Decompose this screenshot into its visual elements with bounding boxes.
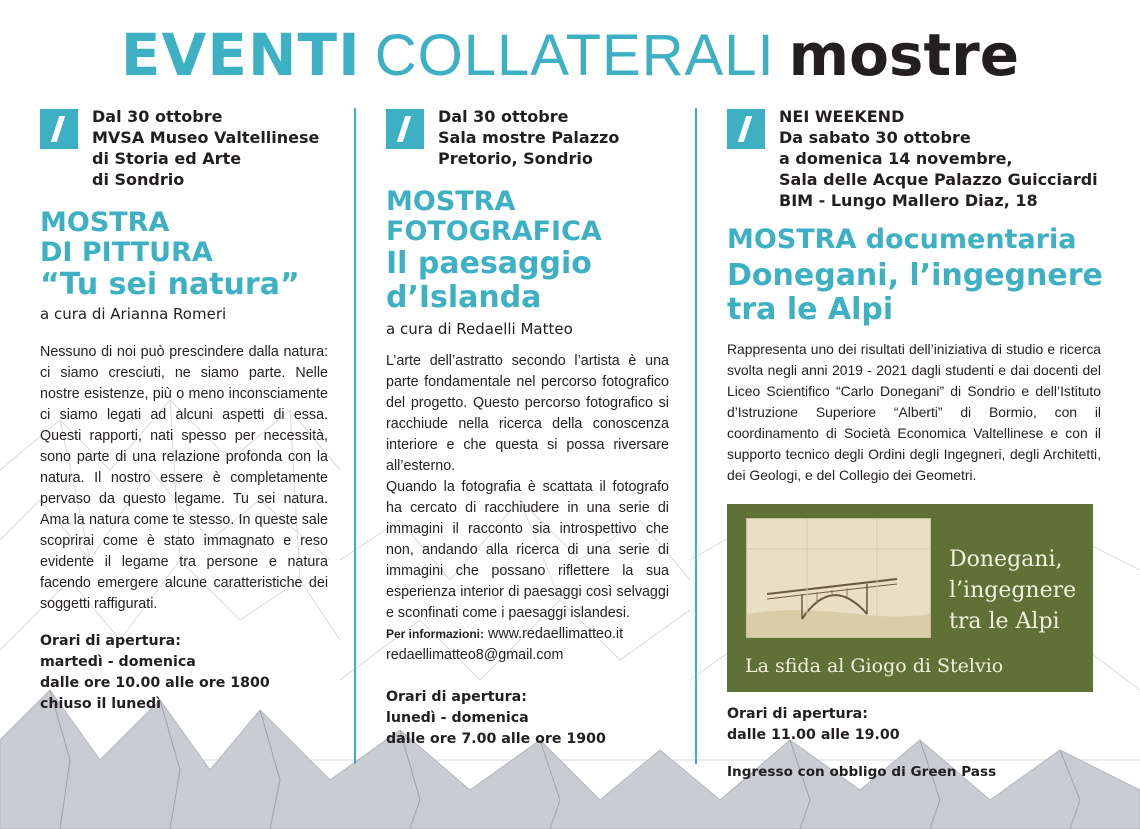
subtitle-line: d’Islanda — [386, 280, 542, 315]
book-title-line: Donegani, — [949, 547, 1063, 572]
header-mostre: mostre — [788, 21, 1020, 89]
slash-icon — [40, 109, 78, 149]
hours-line: Orari di apertura: — [386, 689, 527, 705]
event-column-painting — [40, 106, 328, 715]
title-line: DI PITTURA — [40, 237, 213, 268]
info-line: Sala mostre Palazzo — [438, 128, 620, 147]
green-pass-label: Green Pass — [910, 764, 997, 780]
page-header — [0, 20, 1140, 91]
event-subtitle — [386, 247, 669, 315]
opening-hours — [727, 704, 1101, 746]
slash-icon — [386, 109, 424, 149]
title-line: FOTOGRAFICA — [386, 216, 602, 247]
hours-line: dalle 11.00 alle 19.00 — [727, 727, 900, 743]
book-title — [949, 544, 1089, 637]
contact-info — [386, 624, 669, 645]
event-column-documentary — [727, 106, 1101, 782]
description: Rappresenta uno dei risultati dell’iniziativa di studio e ricerca svolta negli anni 2019 - 2021 dagli studenti e dai docenti del Liceo Scientifico “Carlo Donegani” di Sondrio e dell’Istituto d’Istruzione Superiore “Alberti” di Bormio, con il coordinamento di Società Economica Valtellinese e con il supporto tecnico degli Ordini degli Ingegneri, degli Architetti, dei Geologi, e del Collegio dei Geometri. — [727, 341, 1101, 483]
header-collaterali: COLLATERALI — [374, 23, 775, 88]
event-column-photography — [386, 106, 669, 750]
book-cover — [727, 504, 1093, 692]
curator: a cura di Redaelli Matteo — [386, 320, 573, 338]
info-line: Dal 30 ottobre — [92, 107, 223, 126]
green-pass-notice — [727, 762, 1101, 782]
green-pass-prefix: Ingresso con obbligo di — [727, 764, 906, 780]
info-line: Dal 30 ottobre — [438, 107, 569, 126]
event-title — [40, 208, 328, 268]
contact-email[interactable]: redaellimatteo8@gmail.com — [386, 647, 564, 663]
opening-hours — [40, 631, 328, 715]
event-title — [727, 225, 1101, 255]
subtitle-line: Donegani, l’ingegnere — [727, 258, 1103, 293]
event-subtitle — [40, 268, 328, 302]
subtitle-line: “Tu sei natura” — [40, 267, 300, 302]
event-info — [779, 106, 1101, 211]
column-divider-1 — [354, 108, 356, 764]
hours-line: Orari di apertura: — [40, 633, 181, 649]
hours-line: lunedì - domenica — [386, 710, 529, 726]
curator: a cura di Arianna Romeri — [40, 305, 227, 323]
book-title-line: tra le Alpi — [949, 609, 1060, 634]
info-line: NEI WEEKEND — [779, 107, 905, 126]
hours-line: dalle ore 10.00 alle ore 1800 — [40, 675, 270, 691]
hours-line: Orari di apertura: — [727, 706, 868, 722]
slash-icon — [727, 109, 765, 149]
event-title — [386, 187, 669, 247]
column-divider-2 — [695, 108, 697, 764]
hours-line: chiuso il lunedì — [40, 696, 161, 712]
contact-label: Per informazioni: — [386, 627, 485, 641]
bridge-drawing-image — [746, 518, 931, 638]
subtitle-line: Il paesaggio — [386, 246, 592, 281]
event-info — [438, 106, 669, 169]
book-subtitle: La sfida al Giogo di Stelvio — [745, 655, 1004, 677]
book-title-line: l’ingegnere — [949, 578, 1077, 603]
info-line: di Sondrio — [92, 170, 185, 189]
info-line: Da sabato 30 ottobre — [779, 128, 971, 147]
opening-hours — [386, 687, 669, 750]
event-subtitle — [727, 259, 1101, 327]
info-line: di Storia ed Arte — [92, 149, 242, 168]
title-line: MOSTRA documentaria — [727, 224, 1077, 255]
description-continued: Quando la fotografia è scattata il fotografo ha cercato di racchiudere in una serie di immagini il racconto sia introspettivo che non, andando alla ricerca di una serie di immagini che possano riflettere la sua esperienza interior di paesaggi così selvaggi e sconfinati come i paesaggi islandesi. — [386, 479, 669, 621]
subtitle-line: tra le Alpi — [727, 292, 894, 327]
description: Nessuno di noi può prescindere dalla natura: ci siamo cresciuti, ne siamo parte. Nelle nostre esistenze, più o meno inconsciamente ci siamo legati ad alcuni aspetti di essa. Questi rapporti, nati spesso per necessità, sono parte di una relazione profonda con la natura. Il nostro essere è completamente pervaso da questo legame. Tu sei natura. Ama la natura come te stesso. In queste sale scoprirai come è stato immagnato e reso evidente il legame tra persone e natura facendo emergere alcune caratteristiche dei soggetti raffigurati. — [40, 344, 328, 612]
title-line: MOSTRA — [40, 207, 170, 238]
contact-website[interactable]: www.redaellimatteo.it — [488, 626, 624, 642]
hours-line: martedì - domenica — [40, 654, 196, 670]
event-info — [92, 106, 328, 190]
info-line: Sala delle Acque Palazzo Guicciardi — [779, 170, 1098, 189]
info-line: a domenica 14 novembre, — [779, 149, 1013, 168]
info-line: Pretorio, Sondrio — [438, 149, 593, 168]
info-line: MVSA Museo Valtellinese — [92, 128, 320, 147]
header-eventi: EVENTI — [120, 21, 361, 89]
description: L’arte dell’astratto secondo l’artista è una parte fondamentale nel percorso fotografico del progetto. Questo percorso fotografico si racchiude nella ricerca della conoscenza interiore e che questa si possa riversare all’esterno. — [386, 353, 669, 474]
info-line: BIM - Lungo Mallero Diaz, 18 — [779, 191, 1038, 210]
hours-line: dalle ore 7.00 alle ore 1900 — [386, 731, 606, 747]
title-line: MOSTRA — [386, 186, 516, 217]
